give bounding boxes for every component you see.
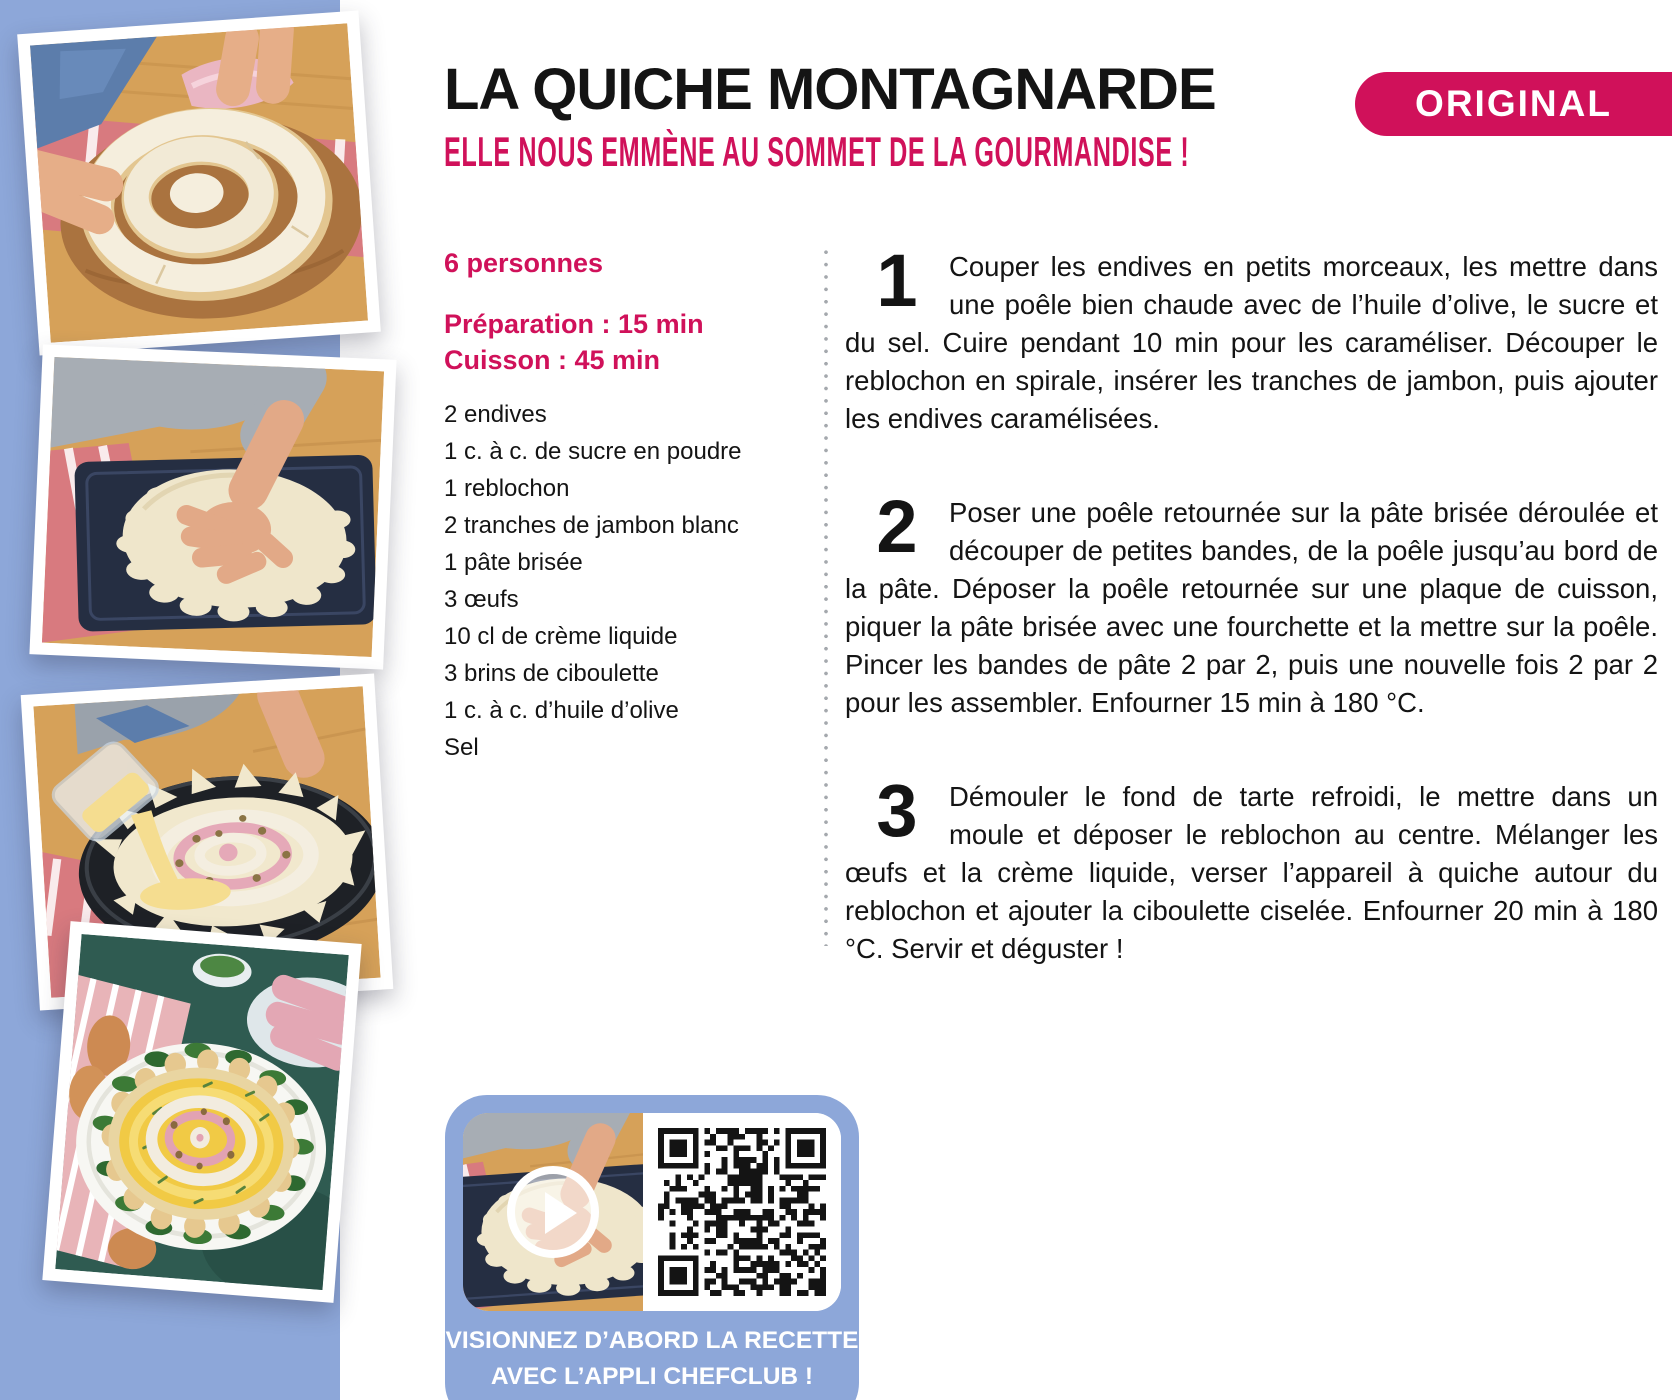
ingredient-item: 1 c. à c. d’huile d’olive <box>444 697 679 724</box>
ingredient-item: 1 reblochon <box>444 475 570 502</box>
app-caption-line1: VISIONNEZ D’ABORD LA RECETTE <box>445 1327 859 1354</box>
qr-code-image <box>658 1128 826 1296</box>
ingredient-item: 2 endives <box>444 401 547 428</box>
recipe-step <box>845 239 1658 438</box>
cook-time: Cuisson : 45 min <box>444 345 661 375</box>
dotted-divider <box>824 246 828 946</box>
prep-time: Préparation : 15 min <box>444 309 704 339</box>
page-subtitle: ELLE NOUS EMMÈNE AU SOMMET DE LA GOURMANDISE ! <box>444 128 1190 175</box>
video-qr-panel <box>463 1113 841 1311</box>
play-icon[interactable] <box>507 1166 599 1258</box>
ingredient-item: 3 brins de ciboulette <box>444 660 659 687</box>
step-number: 3 <box>876 769 918 852</box>
page-title: LA QUICHE MONTAGNARDE <box>444 57 1216 122</box>
step-text: Poser une poêle retournée sur la pâte brisée déroulée et découper de petites bandes, de la poêle jusqu’au bord de la pâte. Déposer la poêle retournée sur une plaque de cuisson, piquer la pâte brisée avec une fourchette et la mettre sur la poêle. Pincer les bandes de pâte 2 par 2, puis une nouvelle fois 2 par 2 pour les assembler. Enfourner 15 min à 180 °C. <box>845 497 1658 718</box>
servings-label: 6 personnes <box>444 248 604 278</box>
times-block <box>444 306 704 378</box>
photo-step2 <box>29 344 396 669</box>
ingredient-item: 1 pâte brisée <box>444 549 583 576</box>
recipe-step <box>845 769 1658 968</box>
dough-on-tray-photo <box>42 357 384 657</box>
ingredient-item: 10 cl de crème liquide <box>444 623 678 650</box>
app-caption-line2: AVEC L’APPLI CHEFCLUB ! <box>490 1363 814 1390</box>
step-number: 1 <box>876 239 918 322</box>
step-number: 2 <box>876 485 918 568</box>
recipe-step <box>845 485 1658 722</box>
qr-code <box>643 1113 841 1311</box>
video-thumbnail[interactable] <box>463 1113 643 1311</box>
ingredients-list <box>444 396 814 766</box>
step-text: Couper les endives en petits morceaux, les mettre dans une poêle bien chaude avec de l’huile d’olive, le sucre et du sel. Cuire pendant 10 min pour les caraméliser. Découper le reblochon en spirale, insérer les tranches de jambon, puis ajouter les endives caramélisées. <box>845 251 1658 434</box>
finished-quiche-photo <box>55 934 349 1290</box>
original-badge: ORIGINAL <box>1355 72 1672 136</box>
ingredient-item: 1 c. à c. de sucre en poudre <box>444 438 742 465</box>
ingredient-item: 2 tranches de jambon blanc <box>444 512 739 539</box>
ingredient-item: 3 œufs <box>444 586 519 613</box>
steps-column <box>845 239 1658 1024</box>
photo-final-dish <box>42 921 361 1303</box>
photo-step1 <box>17 10 381 355</box>
ingredient-item: Sel <box>444 734 479 761</box>
step-text: Démouler le fond de tarte refroidi, le mettre dans un moule et déposer le reblochon au centre. Mélanger les œufs et la crème liquide, verser l’appareil à quiche autour du reblochon et ajouter la ciboulette ciselée. Enfourner 20 min à 180 °C. Servir et déguster ! <box>845 781 1658 964</box>
app-caption <box>445 1323 859 1395</box>
app-promo-box <box>445 1095 859 1400</box>
spiral-cheese-photo <box>30 23 368 342</box>
